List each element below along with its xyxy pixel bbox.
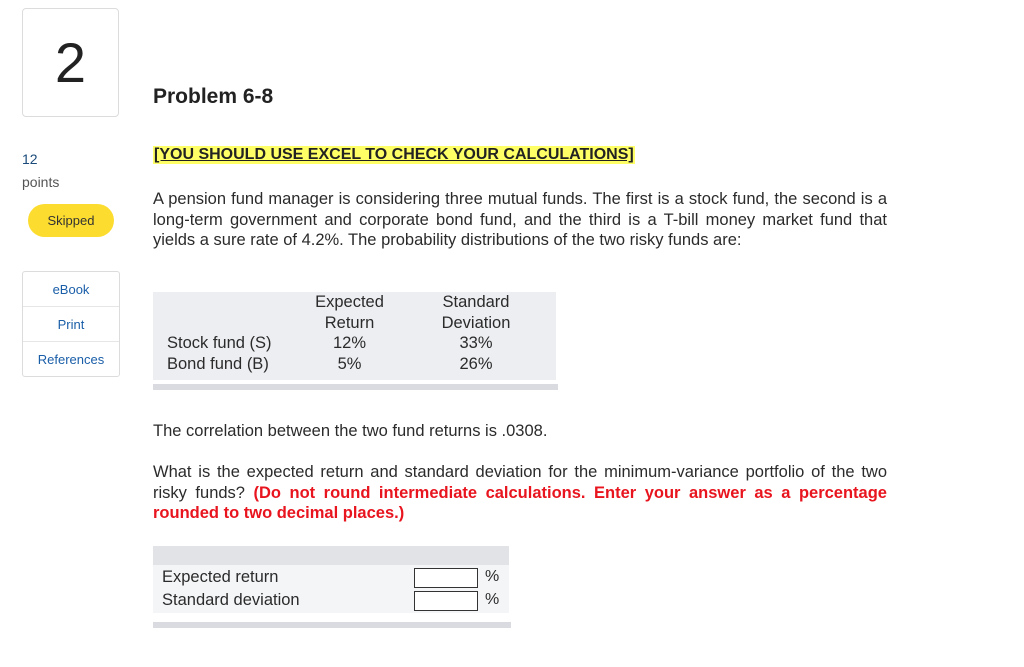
table-header-row	[153, 292, 556, 313]
problem-title: Problem 6-8	[153, 85, 274, 108]
table-header-row	[153, 313, 556, 334]
percent-unit: %	[485, 591, 500, 608]
question-text	[153, 462, 887, 524]
question-number: 2	[54, 31, 87, 94]
points-value: 12	[22, 151, 38, 167]
fund-name-cell: Bond fund (B)	[167, 354, 269, 373]
standard-deviation-label: Standard deviation	[162, 591, 300, 609]
header-cell: Standard	[442, 293, 510, 311]
answer-table-footer-bar	[153, 622, 511, 628]
question-prompt: What is the expected return and standard deviation for the minimum-variance portfolio of the two risky funds?	[153, 463, 887, 502]
correlation-text: The correlation between the two fund returns is .0308.	[153, 422, 548, 440]
answer-table-header	[153, 546, 509, 565]
rounding-instruction: (Do not round intermediate calculations. Enter your answer as a percentage rounded to two decimal places.)	[153, 483, 887, 522]
answer-table	[153, 565, 509, 613]
print-link[interactable]: Print	[23, 306, 119, 341]
fund-distribution-table	[153, 292, 556, 380]
header-cell	[153, 292, 303, 313]
table-row	[153, 333, 556, 354]
ebook-link[interactable]: eBook	[52, 281, 90, 297]
expected-return-cell: 5%	[337, 354, 362, 373]
fund-name-cell: Stock fund (S)	[167, 334, 272, 352]
header-cell: Expected	[315, 293, 384, 311]
percent-unit: %	[485, 568, 500, 585]
table-row	[153, 354, 556, 375]
excel-note: [YOU SHOULD USE EXCEL TO CHECK YOUR CALCULATIONS]	[154, 146, 634, 163]
standard-deviation-input[interactable]	[414, 591, 478, 611]
resource-links	[22, 271, 120, 377]
std-dev-cell: 33%	[459, 334, 493, 352]
question-number-box	[22, 8, 119, 117]
points-label: points	[22, 174, 60, 190]
expected-return-label: Expected return	[162, 568, 279, 586]
expected-return-cell: 12%	[332, 334, 367, 352]
header-cell: Return	[324, 313, 375, 332]
problem-intro: A pension fund manager is considering three mutual funds. The first is a stock fund, the second is a long-term government and corporate bond fund, and the third is a T-bill money market fund that yields a sure rate of 4.2%. The probability distributions of the two risky funds are:	[153, 190, 887, 249]
expected-return-input[interactable]	[414, 568, 478, 588]
header-cell: Deviation	[441, 313, 511, 332]
references-link[interactable]: References	[23, 341, 119, 376]
skipped-status-badge: Skipped	[28, 204, 114, 237]
std-dev-cell: 26%	[459, 354, 493, 373]
table-footer-bar	[153, 384, 558, 390]
header-cell	[153, 313, 303, 334]
